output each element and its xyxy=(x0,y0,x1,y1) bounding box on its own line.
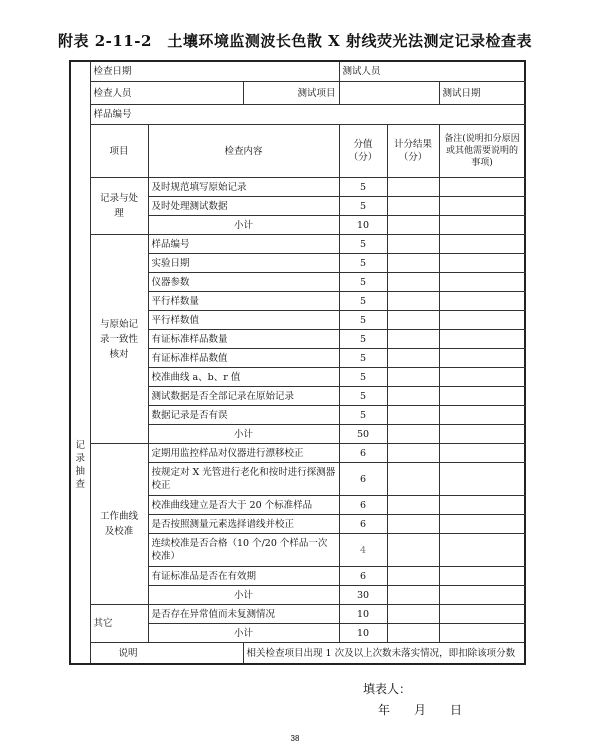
score-cell: 5 xyxy=(339,387,387,406)
result-cell[interactable] xyxy=(387,254,439,273)
remark-cell[interactable] xyxy=(439,349,525,368)
test-item-label: 测试项目 xyxy=(243,82,339,105)
check-content: 及时处理测试数据 xyxy=(148,197,339,216)
table-row xyxy=(70,605,525,624)
subtotal-value: 10 xyxy=(339,216,387,235)
check-content: 校准曲线 a、b、r 值 xyxy=(148,368,339,387)
remark-cell[interactable] xyxy=(439,425,525,444)
result-cell[interactable] xyxy=(387,605,439,624)
score-cell: 5 xyxy=(339,349,387,368)
remark-cell[interactable] xyxy=(439,515,525,534)
result-cell[interactable] xyxy=(387,273,439,292)
score-cell: 5 xyxy=(339,273,387,292)
check-content: 平行样数量 xyxy=(148,292,339,311)
subtotal-value: 30 xyxy=(339,586,387,605)
section-name: 记录与处理 xyxy=(90,178,148,235)
note-label: 说明 xyxy=(90,643,243,665)
result-cell[interactable] xyxy=(387,586,439,605)
checker-label: 检查人员 xyxy=(90,82,243,105)
col-score: 分值（分） xyxy=(339,125,387,178)
header-row-2 xyxy=(70,82,525,105)
remark-cell[interactable] xyxy=(439,444,525,463)
score-cell: 6 xyxy=(339,496,387,515)
check-date-value[interactable] xyxy=(243,61,339,82)
note-text: 相关检查项目出现 1 次及以上次数未落实情况，即扣除该项分数 xyxy=(243,643,525,665)
score-cell: 5 xyxy=(339,178,387,197)
result-cell[interactable] xyxy=(387,463,439,496)
check-content: 平行样数值 xyxy=(148,311,339,330)
vertical-label-char: 录 xyxy=(75,453,85,464)
result-cell[interactable] xyxy=(387,349,439,368)
result-cell[interactable] xyxy=(387,330,439,349)
section-name-other: 其它 xyxy=(90,605,148,643)
result-cell[interactable] xyxy=(387,197,439,216)
vertical-section-cell xyxy=(70,61,90,664)
result-cell[interactable] xyxy=(387,406,439,425)
record-check-table xyxy=(69,60,526,665)
check-content: 是否存在异常值而未复测情况 xyxy=(148,605,339,624)
filler-label: 填表人： xyxy=(363,682,412,696)
score-cell: 5 xyxy=(339,311,387,330)
subtotal-value: 10 xyxy=(339,624,387,643)
score-cell: 5 xyxy=(339,292,387,311)
date-line: 年 月 日 xyxy=(378,703,463,717)
result-cell[interactable] xyxy=(387,235,439,254)
result-cell[interactable] xyxy=(387,292,439,311)
remark-cell[interactable] xyxy=(439,534,525,567)
remark-cell[interactable] xyxy=(439,368,525,387)
score-cell: 5 xyxy=(339,330,387,349)
score-cell: 5 xyxy=(339,197,387,216)
score-cell: 6 xyxy=(339,567,387,586)
check-content: 仪器参数 xyxy=(148,273,339,292)
score-cell: 5 xyxy=(339,254,387,273)
check-date-label: 检查日期 xyxy=(90,61,243,82)
header-row-3 xyxy=(70,105,525,125)
vertical-label-char: 抽 xyxy=(75,466,85,477)
remark-cell[interactable] xyxy=(439,216,525,235)
result-cell[interactable] xyxy=(387,368,439,387)
check-content: 连续校准是否合格（10 个/20 个样品一次校准） xyxy=(148,534,339,567)
score-cell: 6 xyxy=(339,463,387,496)
score-cell: 6 xyxy=(339,444,387,463)
subtotal-label: 小计 xyxy=(148,425,339,444)
subtotal-value: 50 xyxy=(339,425,387,444)
check-content: 定期用监控样品对仪器进行漂移校正 xyxy=(148,444,339,463)
result-cell[interactable] xyxy=(387,496,439,515)
check-content: 测试数据是否全部记录在原始记录 xyxy=(148,387,339,406)
page-number: 38 xyxy=(290,734,300,743)
tester-value[interactable] xyxy=(387,61,525,82)
score-cell: 6 xyxy=(339,515,387,534)
test-item-value[interactable] xyxy=(339,82,439,105)
check-content: 有证标准品是否在有效期 xyxy=(148,567,339,586)
col-remark: 备注(说明扣分原因或其他需要说明的事项) xyxy=(439,125,525,178)
remark-cell[interactable] xyxy=(439,624,525,643)
section-name: 工作曲线及校准 xyxy=(90,444,148,605)
remark-cell[interactable] xyxy=(439,586,525,605)
note-row xyxy=(70,643,525,665)
section-name: 与原始记录一致性核对 xyxy=(90,235,148,444)
remark-cell[interactable] xyxy=(439,496,525,515)
col-item: 项目 xyxy=(90,125,148,178)
remark-cell[interactable] xyxy=(439,463,525,496)
remark-cell[interactable] xyxy=(439,254,525,273)
check-content: 有证标准样品数值 xyxy=(148,349,339,368)
remark-cell[interactable] xyxy=(439,406,525,425)
result-cell[interactable] xyxy=(387,216,439,235)
result-cell[interactable] xyxy=(387,178,439,197)
check-content: 有证标准样品数量 xyxy=(148,330,339,349)
remark-cell[interactable] xyxy=(439,605,525,624)
vertical-label xyxy=(74,234,87,491)
score-cell: 10 xyxy=(339,605,387,624)
result-cell[interactable] xyxy=(387,624,439,643)
remark-cell[interactable] xyxy=(439,387,525,406)
score-cell: 5 xyxy=(339,406,387,425)
header-row-1 xyxy=(70,61,525,82)
check-content: 数据记录是否有误 xyxy=(148,406,339,425)
remark-cell[interactable] xyxy=(439,567,525,586)
result-cell[interactable] xyxy=(387,534,439,567)
vertical-label-char: 记 xyxy=(75,440,85,451)
subtotal-label: 小计 xyxy=(148,586,339,605)
remark-cell[interactable] xyxy=(439,292,525,311)
vertical-label-char: 查 xyxy=(75,479,85,490)
test-date-label: 测试日期 xyxy=(439,82,525,105)
subtotal-label: 小计 xyxy=(148,624,339,643)
check-content: 及时规范填写原始记录 xyxy=(148,178,339,197)
remark-cell[interactable] xyxy=(439,235,525,254)
col-result: 计分结果（分） xyxy=(387,125,439,178)
remark-cell[interactable] xyxy=(439,197,525,216)
check-content: 按规定对 X 光管进行老化和按时进行探测器校正 xyxy=(148,463,339,496)
result-cell[interactable] xyxy=(387,387,439,406)
column-header-row xyxy=(70,125,525,178)
score-cell: 4 xyxy=(339,534,387,567)
table-row xyxy=(70,178,525,197)
check-content: 实验日期 xyxy=(148,254,339,273)
sample-no-label: 样品编号 xyxy=(90,105,525,125)
score-cell: 5 xyxy=(339,368,387,387)
table-row xyxy=(70,235,525,254)
table-row xyxy=(70,444,525,463)
check-content: 校准曲线建立是否大于 20 个标准样品 xyxy=(148,496,339,515)
col-content: 检查内容 xyxy=(148,125,339,178)
tester-label: 测试人员 xyxy=(339,61,387,82)
check-content: 样品编号 xyxy=(148,235,339,254)
subtotal-label: 小计 xyxy=(148,216,339,235)
result-cell[interactable] xyxy=(387,567,439,586)
remark-cell[interactable] xyxy=(439,178,525,197)
remark-cell[interactable] xyxy=(439,330,525,349)
result-cell[interactable] xyxy=(387,515,439,534)
remark-cell[interactable] xyxy=(439,311,525,330)
result-cell[interactable] xyxy=(387,311,439,330)
page-title: 附表 2-11-2 土壤环境监测波长色散 X 射线荧光法测定记录检查表 xyxy=(57,32,532,50)
score-cell: 5 xyxy=(339,235,387,254)
remark-cell[interactable] xyxy=(439,273,525,292)
check-content: 是否按照测量元素选择谱线并校正 xyxy=(148,515,339,534)
result-cell[interactable] xyxy=(387,444,439,463)
result-cell[interactable] xyxy=(387,425,439,444)
